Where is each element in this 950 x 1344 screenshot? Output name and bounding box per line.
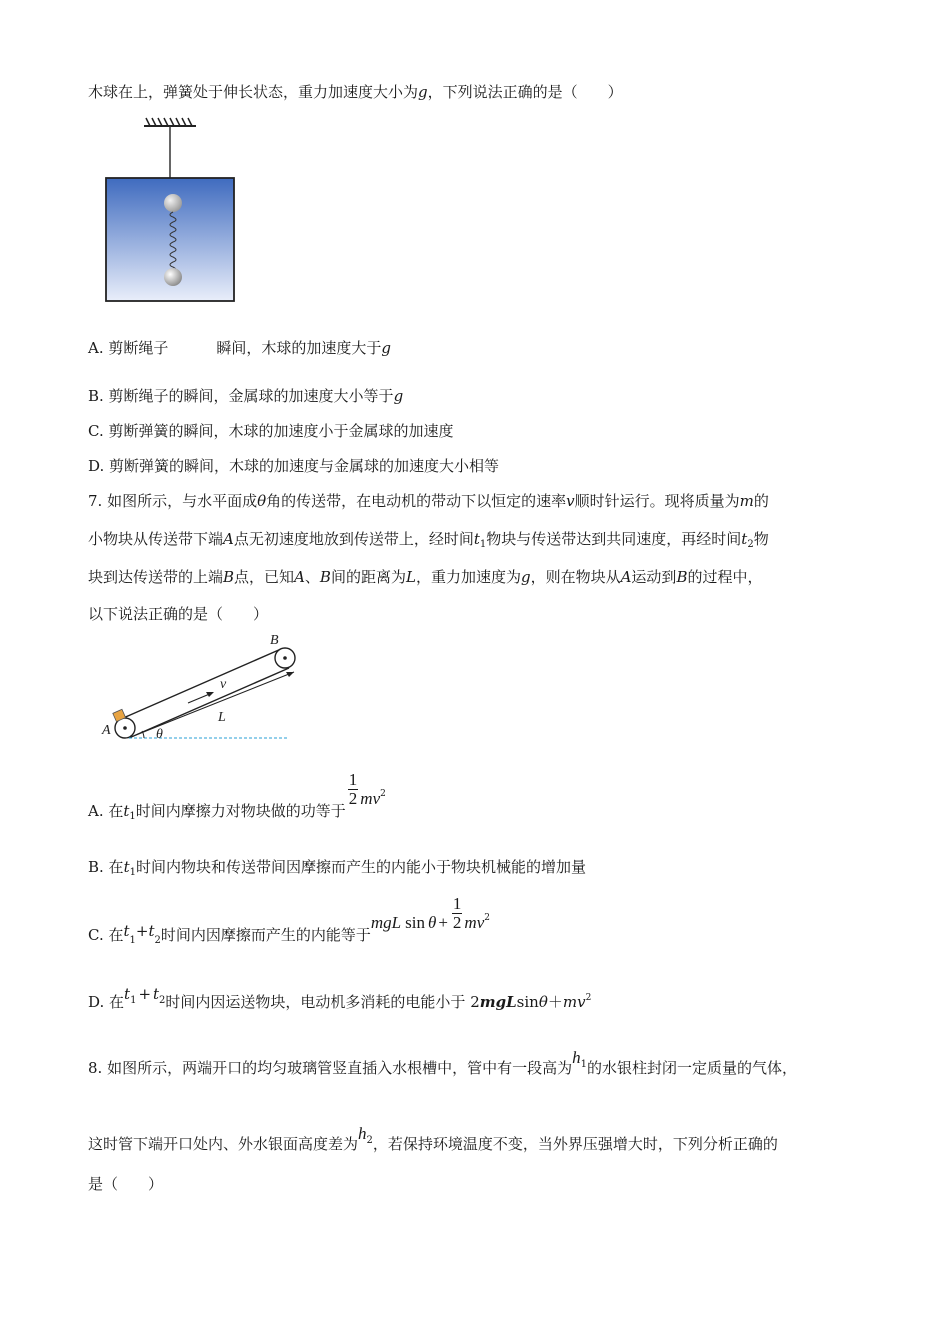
- ceiling-support: [144, 118, 196, 126]
- q7-opt-a-text: 时间内摩擦力对物块做的功等于: [135, 802, 346, 820]
- q6-option-a: [88, 338, 391, 358]
- q7-opt-d-t2: t: [153, 985, 160, 1003]
- q8-l2-b: ，若保持环境温度不变，当外界压强增大时，下列分析正确的: [372, 1135, 778, 1153]
- q7-stem-line-4: [88, 604, 268, 624]
- q7-opt-b-lead: B. 在: [88, 858, 124, 876]
- q7-l3-h: 的过程中，: [687, 568, 763, 586]
- q6-stem-end: ，下列说法正确的是（ ）: [427, 83, 623, 101]
- q7-opt-d-sin: sin: [516, 993, 539, 1011]
- q7-l2-b: 点无初速度地放到传送带上，经时间: [233, 530, 474, 548]
- q7-l1-a: 7. 如图所示，与水平面成: [88, 492, 258, 510]
- q6-stem-text: 木球在上，弹簧处于伸长状态，重力加速度大小为: [88, 83, 419, 101]
- q7-t1: t: [473, 530, 480, 548]
- q8-h2-sub: 2: [366, 1135, 373, 1146]
- q8-l1-b: 的水银柱封闭一定质量的气体，: [586, 1059, 797, 1077]
- wooden-ball: [164, 194, 182, 212]
- q6-option-b-text: B. 剪断绳子的瞬间，金属球的加速度大小等于: [88, 387, 394, 405]
- q7-m: m: [739, 492, 754, 510]
- q8-stem-line-3: [88, 1174, 163, 1194]
- q7-opt-b-text: 时间内物块和传送带间因摩擦而产生的内能小于物块机械能的增加量: [135, 858, 586, 876]
- q7-opt-c-t1: t: [123, 922, 130, 940]
- q6-stem-g: g: [418, 83, 428, 101]
- q7-opt-a-t: t: [123, 802, 130, 820]
- q7-opt-c-theta: θ: [427, 913, 437, 932]
- label-B: B: [270, 633, 279, 648]
- q7-opt-c-fraction: [452, 895, 463, 932]
- q7-opt-a-sq: 2: [380, 789, 386, 799]
- q6-option-b: [88, 386, 403, 406]
- q7-opt-a-lead: A. 在: [88, 802, 124, 820]
- q7-l3-g2: 运动到: [631, 568, 677, 586]
- q6-option-a-label: A. 剪断绳子: [88, 339, 169, 357]
- q7-l3-e: ，重力加速度为: [415, 568, 521, 586]
- frac-num: 1: [348, 770, 358, 789]
- q7-opt-d-sub2: 2: [159, 995, 166, 1006]
- q7-opt-c-mgL: mgL: [370, 913, 402, 932]
- q6-option-a-g: g: [381, 339, 391, 357]
- q7-option-d: [88, 984, 591, 1012]
- q7-opt-c-lead: C. 在: [88, 926, 124, 944]
- q7-t2: t: [741, 530, 748, 548]
- q7-l1-b: 角的传送带，在电动机的带动下以恒定的速率: [266, 492, 567, 510]
- q7-stem-line-3: [88, 567, 762, 587]
- q7-opt-d-mgL: mgL: [479, 993, 517, 1011]
- q7-t1-sub: 1: [479, 539, 487, 550]
- q6-option-b-g: g: [393, 387, 404, 405]
- q7-l3-d: 间的距离为: [330, 568, 406, 586]
- q7-opt-d-text: 时间内因运送物块，电动机多消耗的电能小于 2: [165, 993, 480, 1011]
- q6-option-a-text: 瞬间，木球的加速度大于: [216, 339, 382, 357]
- q7-l3-a: 块到达传送带的上端: [88, 568, 224, 586]
- q7-opt-d-t1: t: [124, 985, 131, 1003]
- q8-h2: h: [358, 1124, 367, 1143]
- q7-opt-c-sub2: 2: [154, 935, 161, 946]
- q7-opt-a-mv: mv: [360, 789, 381, 808]
- q6-figure: [100, 112, 240, 304]
- q7-opt-d-sq: 2: [585, 993, 592, 1003]
- q7-opt-a-fraction: [348, 771, 359, 808]
- q7-l3-B2: B: [319, 568, 331, 586]
- q7-l2-A: A: [223, 530, 234, 548]
- q7-opt-d-plus: +: [138, 985, 152, 1003]
- q7-l3-A: A: [294, 568, 305, 586]
- q7-option-a: [88, 770, 386, 841]
- label-L: L: [218, 710, 226, 725]
- q8-l3: 是（ ）: [88, 1175, 164, 1193]
- conveyor-belt-figure: [96, 628, 306, 748]
- q6-option-c: [88, 421, 453, 441]
- q8-h1-sub: 1: [580, 1059, 587, 1070]
- q6-option-d: [88, 456, 499, 476]
- q7-opt-b-t: t: [123, 858, 130, 876]
- label-v: v: [220, 677, 227, 692]
- q7-l2-a: 小物块从传送带下端: [88, 530, 224, 548]
- length-arrow: [136, 672, 294, 735]
- q6-stem: [88, 82, 623, 102]
- q7-l3-A2: A: [620, 568, 632, 586]
- q7-opt-d-mv: mv: [562, 993, 586, 1011]
- q7-opt-d-sub1: 1: [130, 995, 137, 1006]
- q7-option-b: [88, 857, 586, 883]
- q7-l2-c: 物块与传送带达到共同速度，再经时间: [486, 530, 742, 548]
- q7-t2-sub: 2: [747, 539, 754, 550]
- q7-l1-c: 顺时针运行。现将质量为: [574, 492, 740, 510]
- q7-l3-c: 、: [304, 568, 320, 586]
- q7-opt-c-sub1: 1: [129, 935, 136, 946]
- q8-h1: h: [572, 1048, 581, 1067]
- q7-opt-c-text: 时间内因摩擦而产生的内能等于: [160, 926, 371, 944]
- q7-opt-a-sub: 1: [129, 811, 136, 822]
- q8-l2-a: 这时管下端开口处内、外水银面高度差为: [88, 1135, 359, 1153]
- q6-option-d-text: D. 剪断弹簧的瞬间，木球的加速度与金属球的加速度大小相等: [88, 457, 500, 475]
- q6-option-c-text: C. 剪断弹簧的瞬间，木球的加速度小于金属球的加速度: [88, 422, 454, 440]
- q7-opt-c-mv: mv: [464, 913, 485, 932]
- q7-opt-b-sub: 1: [129, 867, 136, 878]
- q7-stem-line-2: [88, 529, 769, 555]
- q7-l2-d: 物: [753, 530, 769, 548]
- q8-stem-line-2: [88, 1112, 778, 1166]
- frac-den: 2: [348, 789, 358, 808]
- q7-option-c: [88, 893, 490, 966]
- q7-l1-d: 的: [753, 492, 769, 510]
- metal-ball: [164, 268, 182, 286]
- q7-l3-f: ，则在物块从: [530, 568, 621, 586]
- q7-opt-d-plus2: ＋: [547, 993, 563, 1011]
- q7-l3-b: 点，已知: [234, 568, 295, 586]
- q7-v: v: [566, 492, 575, 510]
- q8-stem-line-1: [88, 1038, 797, 1088]
- q7-l3-g: g: [520, 568, 531, 586]
- q7-opt-d-theta: θ: [538, 993, 548, 1011]
- q7-stem-line-1: [88, 491, 769, 511]
- q7-opt-c-sin: sin: [405, 913, 425, 932]
- q7-l3-L: L: [405, 568, 416, 586]
- q7-l4: 以下说法正确的是（ ）: [88, 605, 269, 623]
- frac-num-c: 1: [452, 894, 462, 913]
- q7-opt-d-lead: D. 在: [88, 993, 125, 1011]
- q7-l3-B: B: [223, 568, 235, 586]
- frac-den-c: 2: [452, 913, 462, 932]
- label-A: A: [102, 723, 111, 738]
- q7-theta: θ: [257, 492, 267, 510]
- q8-l1-a: 8. 如图所示，两端开口的均匀玻璃管竖直插入水根槽中，管中有一段高为: [88, 1059, 573, 1077]
- q7-opt-c-plus: +: [135, 922, 149, 940]
- label-theta: θ: [156, 727, 163, 742]
- velocity-arrow: [188, 692, 214, 703]
- q7-l3-B3: B: [676, 568, 688, 586]
- q7-opt-c-t2: t: [148, 922, 155, 940]
- conveyor-belt: [115, 648, 295, 738]
- q7-opt-c-sq: 2: [484, 913, 490, 923]
- q7-opt-c-plus2: +: [438, 913, 448, 932]
